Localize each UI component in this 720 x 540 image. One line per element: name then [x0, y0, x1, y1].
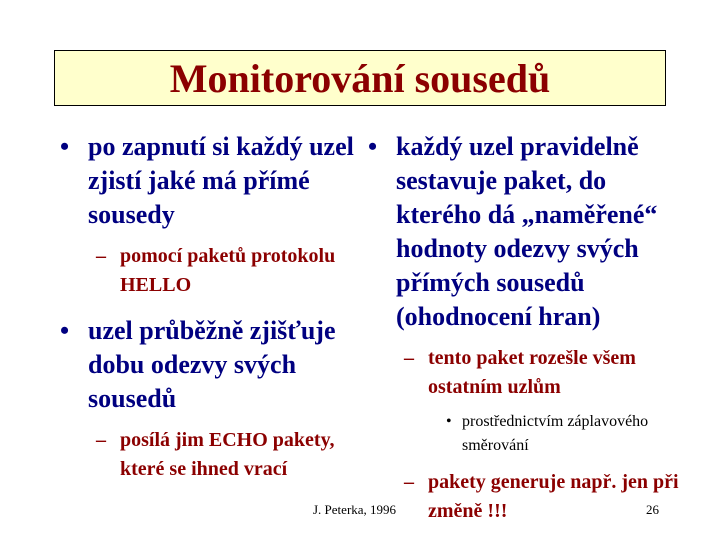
page-number: 26: [646, 502, 659, 517]
right-bullet-1: [362, 130, 692, 334]
slide-title: Monitorování sousedů: [169, 55, 551, 101]
left-sub-1-text: pomocí paketů protokolu HELLO: [120, 245, 336, 296]
right-bullet-1-text: každý uzel pravidelně sestavuje paket, do kterého dá „naměřené“ hodnoty odezvy svých přímých sousedů (ohodnocení hran): [396, 132, 658, 331]
left-bullet-2: [54, 314, 354, 416]
bullet-icon: •: [60, 316, 70, 345]
right-sub-1: [362, 344, 692, 402]
right-subsub-1: [362, 410, 692, 458]
bullet-icon: •: [368, 132, 378, 161]
left-sub-2: [54, 426, 354, 484]
left-sub-1: [54, 242, 354, 300]
right-sub-2: [362, 468, 692, 526]
dash-icon: –: [404, 471, 414, 493]
right-column: [362, 130, 692, 526]
bullet-icon: •: [446, 413, 452, 430]
left-bullet-2-text: uzel průběžně zjišťuje dobu odezvy svých sousedů: [88, 316, 336, 413]
right-sub-1-text: tento paket rozešle všem ostatním uzlům: [428, 347, 636, 398]
footer-author: J. Peterka, 1996: [313, 502, 397, 517]
left-bullet-1: [54, 130, 354, 232]
left-bullet-1-text: po zapnutí si každý uzel zjistí jaké má přímé sousedy: [88, 132, 354, 229]
right-subsub-1-text: prostřednictvím záplavového směrování: [462, 413, 649, 454]
right-sub-2-text: pakety generuje např. jen při změně !!!: [428, 471, 679, 522]
dash-icon: –: [96, 429, 106, 451]
left-sub-2-text: posílá jim ECHO pakety, které se ihned vrací: [120, 429, 335, 480]
dash-icon: –: [404, 347, 414, 369]
left-column: [54, 130, 354, 484]
bullet-icon: •: [60, 132, 70, 161]
dash-icon: –: [96, 245, 106, 267]
title-box: [54, 50, 666, 106]
